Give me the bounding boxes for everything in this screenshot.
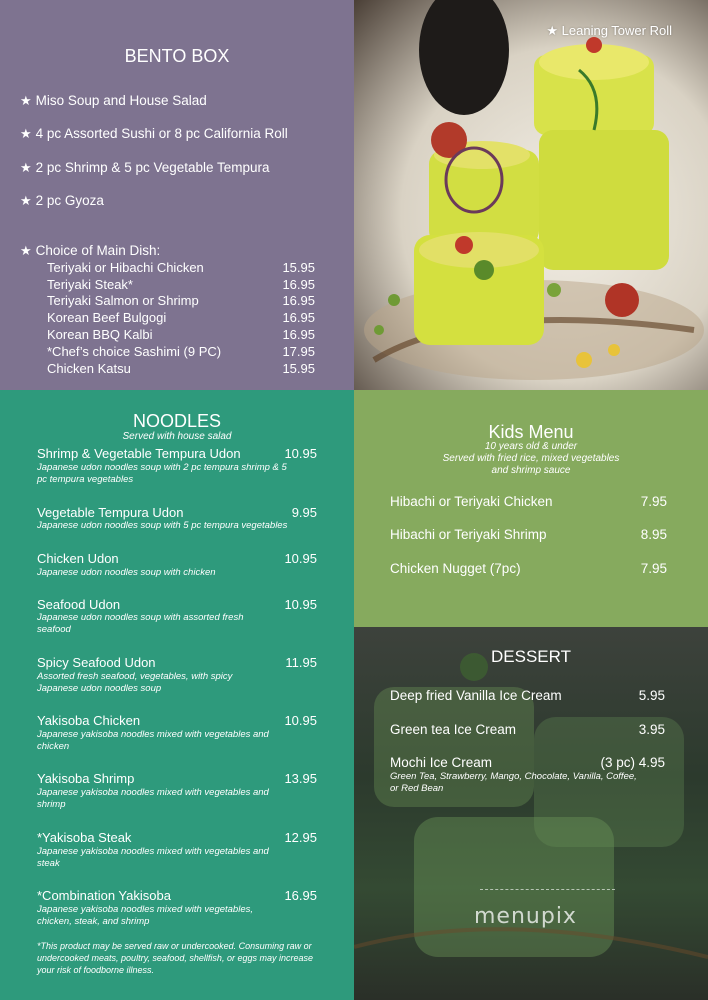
kids-title: Kids Menu (488, 422, 574, 442)
noodle-price: 11.95 (285, 655, 317, 670)
main-dish-name: Chicken Katsu (47, 361, 131, 376)
star-icon: ★ (20, 160, 32, 175)
kids-subtitle-age: 10 years old & under (484, 441, 578, 452)
photo-caption: ★ Leaning Tower Roll (546, 23, 672, 38)
dessert-item-price: 3.95 (638, 722, 665, 737)
kids-item-price: 7.95 (640, 494, 667, 509)
noodles-subtitle: Served with house salad (122, 431, 232, 442)
kids-item-name: Hibachi or Teriyaki Shrimp (390, 527, 547, 542)
main-dish-name: Korean BBQ Kalbi (47, 327, 153, 342)
main-dish-price: 16.95 (282, 293, 315, 308)
kids-menu-section (354, 390, 708, 627)
main-dish-price: 16.95 (282, 327, 315, 342)
main-dish-name: Korean Beef Bulgogi (47, 310, 167, 325)
noodle-desc: Japanese yakisoba noodles mixed with vegetables and shrimp (37, 787, 269, 810)
dessert-title: DESSERT (491, 647, 571, 666)
dessert-section (354, 627, 708, 1000)
main-dish-name: Teriyaki Salmon or Shrimp (47, 293, 199, 308)
sushi-roll-illustration (354, 0, 708, 390)
raw-food-disclaimer: *This product may be served raw or undercooked. Consuming raw or undercooked meats, poultry, seafood, shellfish, or eggs may increase your risk of foodborne illness. (37, 941, 313, 975)
dessert-background-photo (354, 627, 708, 1000)
noodle-desc: Japanese yakisoba noodles mixed with vegetables and chicken (37, 729, 269, 752)
main-dish-price: 15.95 (282, 260, 315, 275)
noodle-desc: Japanese udon noodles soup with 5 pc tempura vegetables (37, 520, 288, 531)
noodle-price: 13.95 (284, 771, 317, 786)
dessert-item-name: Mochi Ice Cream (390, 755, 493, 770)
main-dish-price: 16.95 (282, 277, 315, 292)
noodle-name: Spicy Seafood Udon (37, 655, 156, 670)
noodles-title: NOODLES (132, 411, 222, 431)
noodle-price: 10.95 (284, 551, 317, 566)
main-dish-price: 17.95 (282, 344, 315, 359)
dessert-item-price: (3 pc) 4.95 (600, 755, 665, 770)
noodle-name: *Yakisoba Steak (37, 830, 132, 845)
noodle-desc: Japanese udon noodles soup with assorted fresh seafood (37, 612, 244, 635)
bento-title: BENTO BOX (124, 46, 230, 66)
noodle-name: Shrimp & Vegetable Tempura Udon (37, 446, 241, 461)
kids-item-name: Hibachi or Teriyaki Chicken (390, 494, 553, 509)
star-icon: ★ (20, 243, 32, 258)
main-dish-name: *Chef’s choice Sashimi (9 PC) (47, 344, 222, 359)
bento-box-section (0, 0, 354, 390)
dessert-item-desc: Green Tea, Strawberry, Mango, Chocolate, Vanilla, Coffee, or Red Bean (390, 771, 637, 794)
star-icon: ★ (20, 126, 32, 141)
noodle-name: Yakisoba Shrimp (37, 771, 135, 786)
bento-item: ★ 2 pc Gyoza (20, 193, 104, 208)
watermark-divider (480, 889, 615, 890)
kids-item-name: Chicken Nugget (7pc) (390, 561, 521, 576)
dessert-item-name: Green tea Ice Cream (390, 722, 517, 737)
noodle-desc: Japanese yakisoba noodles mixed with vegetables, chicken, steak, and shrimp (37, 904, 253, 927)
noodle-price: 9.95 (291, 505, 317, 520)
dessert-item-price: 5.95 (638, 688, 665, 703)
noodle-desc: Assorted fresh seafood, vegetables, with spicy Japanese udon noodles soup (37, 671, 233, 694)
kids-subtitle-sauce: and shrimp sauce (491, 465, 571, 476)
star-icon: ★ (20, 193, 32, 208)
noodle-desc: Japanese yakisoba noodles mixed with vegetables and steak (37, 846, 269, 869)
leaning-tower-roll-photo (354, 0, 708, 390)
noodle-name: Seafood Udon (37, 597, 121, 612)
noodles-section (0, 390, 354, 1000)
dessert-item-name: Deep fried Vanilla Ice Cream (390, 688, 562, 703)
noodle-name: Vegetable Tempura Udon (37, 505, 184, 520)
noodle-price: 12.95 (284, 830, 317, 845)
noodle-name: Chicken Udon (37, 551, 119, 566)
noodle-desc: Japanese udon noodles soup with 2 pc tempura shrimp & 5 pc tempura vegetables (37, 462, 287, 485)
bento-item: ★ Choice of Main Dish: (20, 243, 161, 258)
bento-item: ★ Miso Soup and House Salad (20, 93, 207, 108)
kids-item-price: 7.95 (640, 561, 667, 576)
noodle-desc: Japanese udon noodles soup with chicken (37, 567, 216, 578)
bento-item: ★ 2 pc Shrimp & 5 pc Vegetable Tempura (20, 160, 270, 175)
noodle-price: 10.95 (284, 597, 317, 612)
kids-subtitle-sides: Served with fried rice, mixed vegetables (442, 453, 620, 464)
main-dish-name: Teriyaki or Hibachi Chicken (47, 260, 204, 275)
main-dish-price: 16.95 (282, 310, 315, 325)
bento-item: ★ 4 pc Assorted Sushi or 8 pc California Roll (20, 126, 288, 141)
noodle-price: 16.95 (284, 888, 317, 903)
noodle-name: Yakisoba Chicken (37, 713, 141, 728)
noodle-price: 10.95 (284, 713, 317, 728)
main-dish-name: Teriyaki Steak* (47, 277, 133, 292)
noodle-price: 10.95 (284, 446, 317, 461)
star-icon: ★ (20, 93, 32, 108)
menupix-watermark: menupix (474, 904, 577, 929)
noodle-name: *Combination Yakisoba (37, 888, 171, 903)
kids-item-price: 8.95 (640, 527, 667, 542)
main-dish-price: 15.95 (282, 361, 315, 376)
